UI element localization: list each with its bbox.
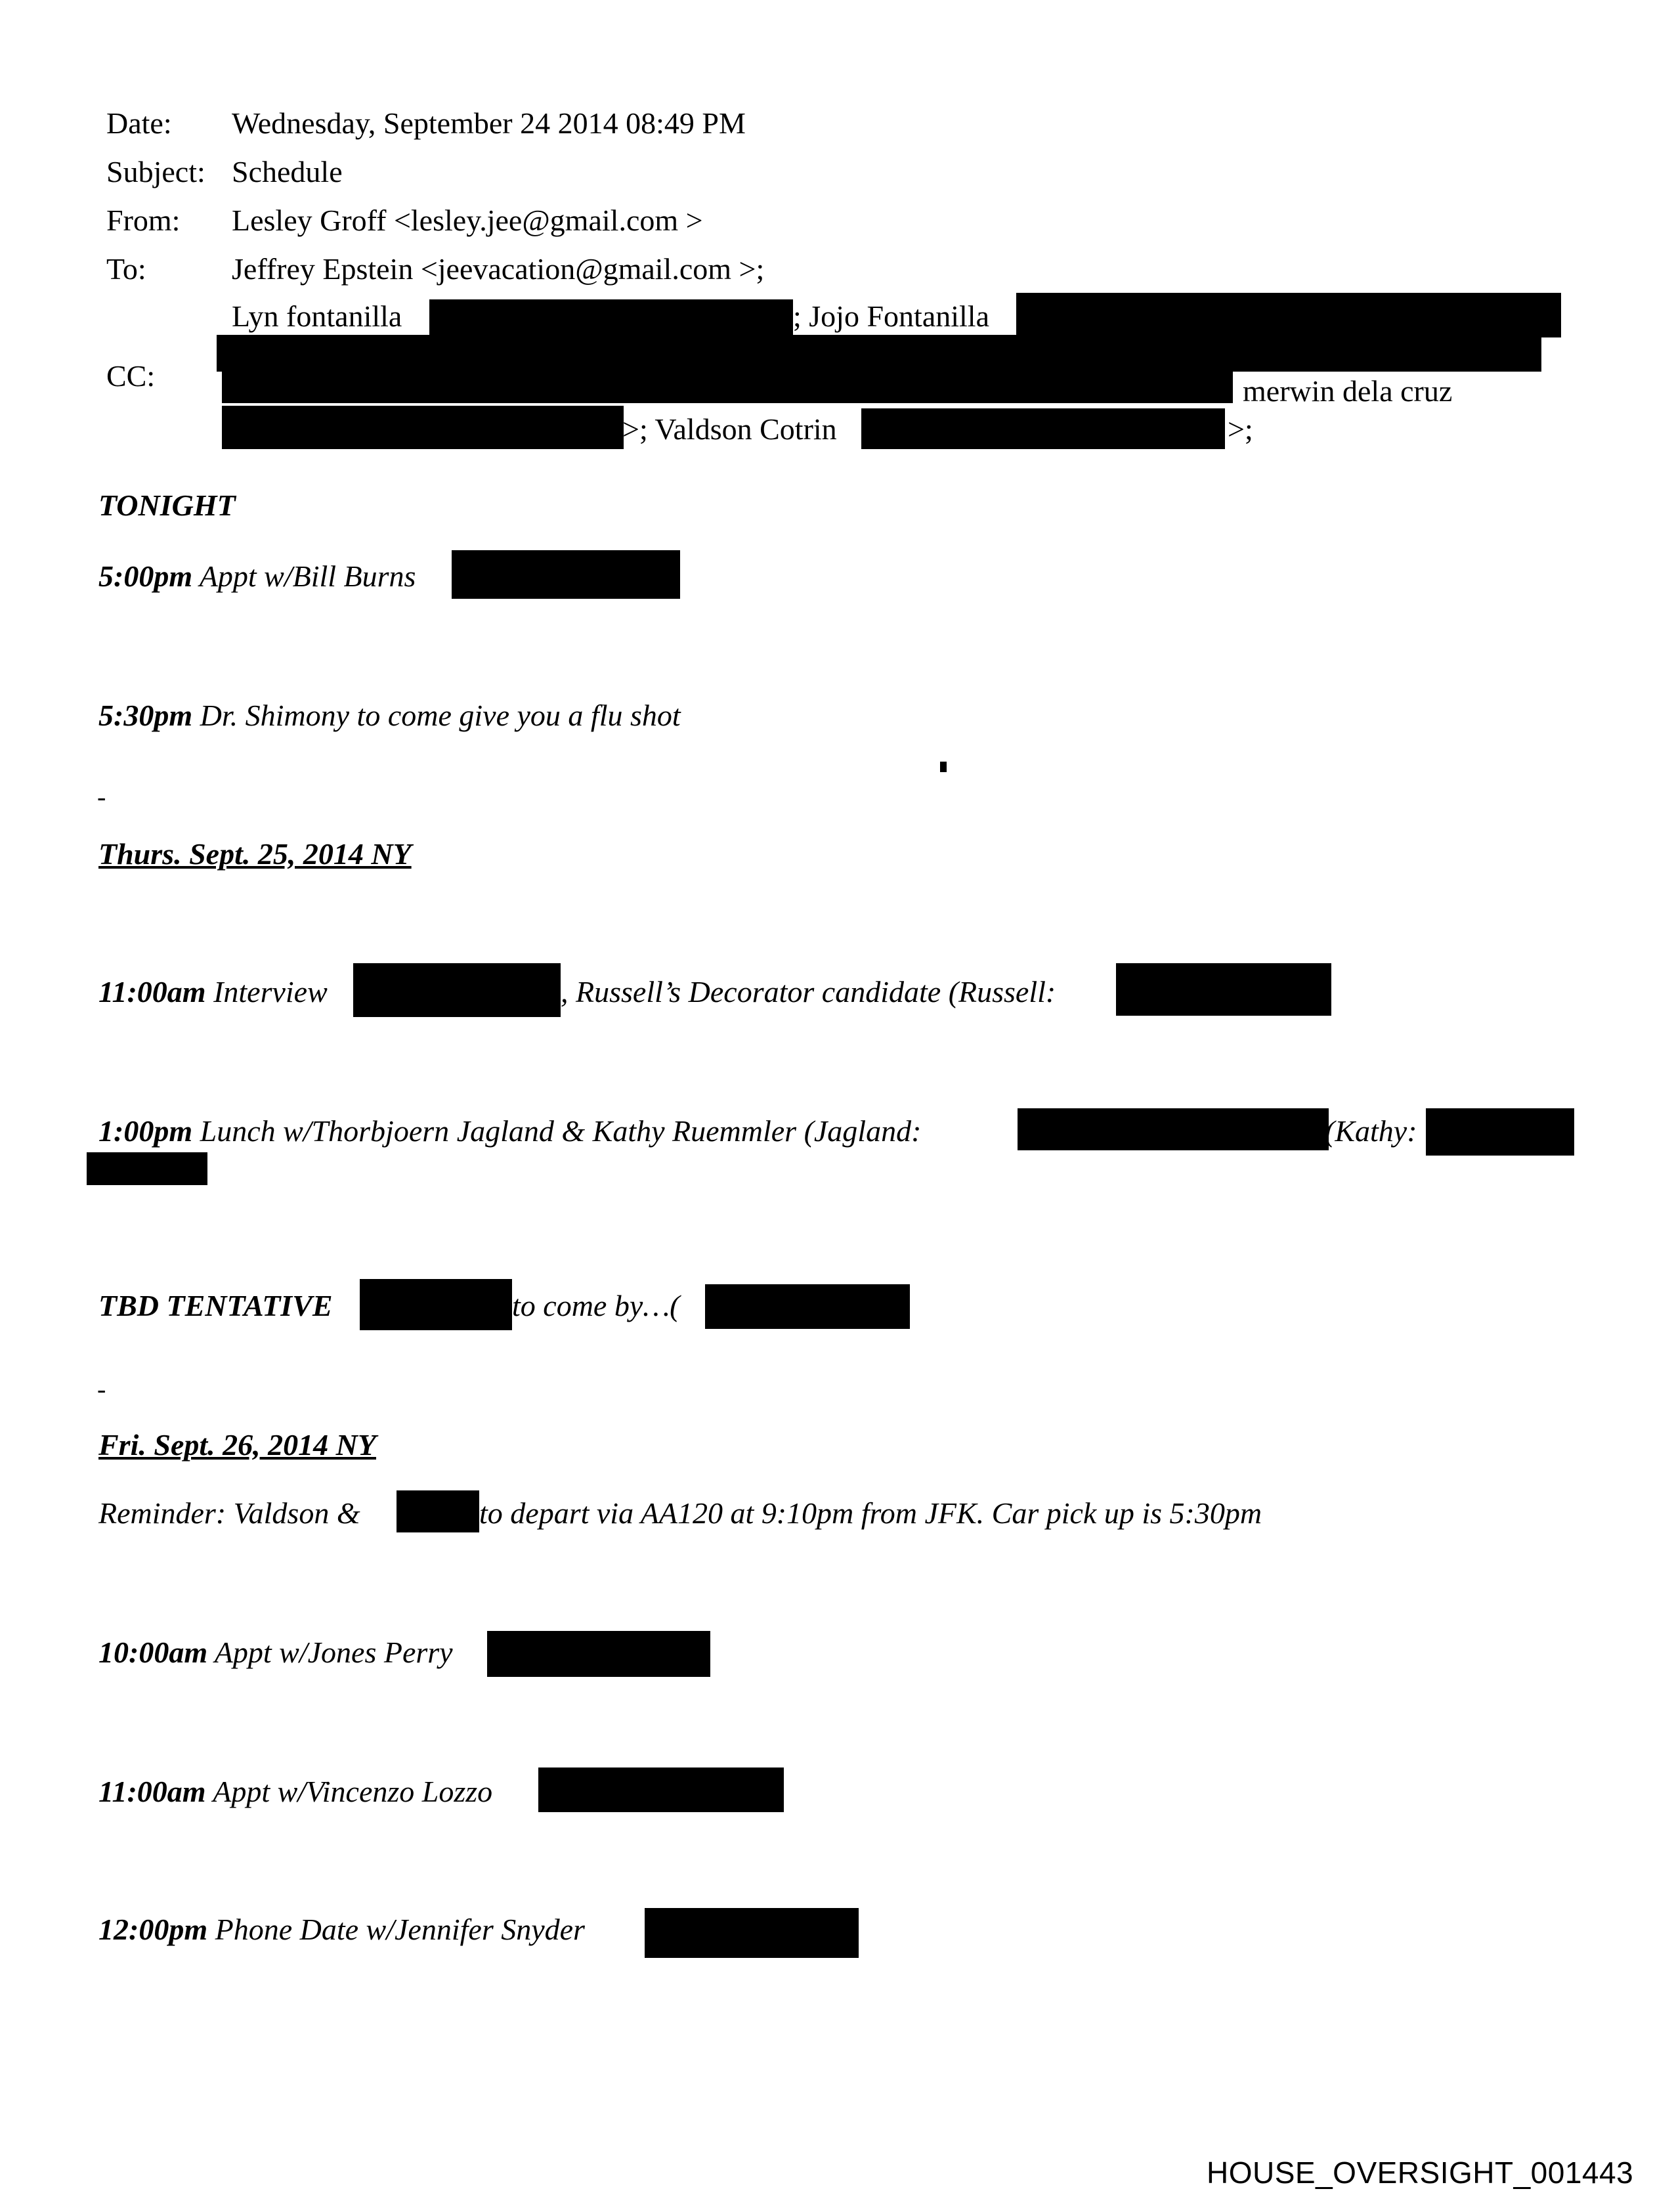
schedule-item	[98, 701, 681, 731]
schedule-item	[98, 1116, 921, 1146]
section-heading: Fri. Sept. 26, 2014 NY	[98, 1428, 376, 1462]
redaction-box	[217, 335, 1541, 372]
schedule-text: Appt w/Vincenzo Lozzo	[205, 1775, 493, 1808]
schedule-text: Appt w/Jones Perry	[207, 1636, 453, 1669]
schedule-item	[98, 1777, 492, 1807]
redaction-box	[645, 1908, 859, 1958]
schedule-text: to come by…(	[512, 1289, 680, 1322]
redaction-box	[222, 406, 624, 449]
redaction-box	[487, 1631, 710, 1677]
to-label: To:	[106, 252, 146, 286]
date-value: Wednesday, September 24 2014 08:49 PM	[232, 106, 746, 140]
section-heading: Thurs. Sept. 25, 2014 NY	[98, 837, 412, 871]
schedule-time: 10:00am	[98, 1636, 208, 1669]
cc-line1-name-a: Lyn fontanilla	[232, 299, 402, 333]
subject-label: Subject:	[106, 155, 205, 188]
redaction-box	[1016, 293, 1561, 337]
separator-dash: -	[97, 1374, 106, 1404]
redaction-box	[705, 1284, 910, 1329]
cc-line1-name-b: ; Jojo Fontanilla	[793, 299, 989, 333]
schedule-text: Phone Date w/Jennifer Snyder	[207, 1913, 585, 1946]
to-value: Jeffrey Epstein <jeevacation@gmail.com >;	[232, 252, 765, 286]
redaction-box	[538, 1767, 784, 1812]
schedule-text: (Kathy:	[1325, 1114, 1417, 1148]
schedule-item	[98, 1637, 453, 1668]
bates-number: HOUSE_OVERSIGHT_001443	[1207, 2156, 1634, 2190]
schedule-text: Dr. Shimony to come give you a flu shot	[192, 699, 681, 732]
cc-line2-name: merwin dela cruz	[1243, 374, 1453, 408]
cc-line3-name-b: >;	[1228, 412, 1253, 446]
subject-value: Schedule	[232, 155, 343, 188]
schedule-text: Interview	[205, 975, 328, 1008]
schedule-text: Lunch w/Thorbjoern Jagland & Kathy Ruemmler (Jagland:	[192, 1114, 922, 1148]
redaction-box	[397, 1490, 479, 1532]
schedule-time: 1:00pm	[98, 1114, 193, 1148]
schedule-item	[98, 1915, 585, 1945]
schedule-time: 5:30pm	[98, 699, 193, 732]
redaction-box	[222, 368, 1233, 403]
redaction-box	[1116, 963, 1331, 1016]
cc-label: CC:	[106, 359, 156, 393]
redaction-fragment	[940, 762, 947, 772]
from-value: Lesley Groff <lesley.jee@gmail.com >	[232, 204, 703, 237]
redaction-box	[1018, 1108, 1329, 1150]
cc-line3-name-a: >; Valdson Cotrin	[622, 412, 837, 446]
redaction-box	[452, 550, 680, 599]
schedule-item	[98, 561, 416, 592]
redaction-box	[1426, 1108, 1574, 1156]
schedule-text: , Russell’s Decorator candidate (Russell:	[561, 975, 1056, 1008]
schedule-time: 11:00am	[98, 1775, 206, 1808]
schedule-time: 11:00am	[98, 975, 206, 1008]
schedule-time: 5:00pm	[98, 559, 193, 593]
from-label: From:	[106, 204, 181, 237]
separator-dash: -	[97, 782, 106, 812]
redaction-box	[360, 1279, 512, 1330]
reminder-line-a: Reminder: Valdson &	[98, 1496, 360, 1530]
redaction-box	[87, 1152, 207, 1185]
schedule-item	[98, 1291, 333, 1321]
reminder-line-b: to depart via AA120 at 9:10pm from JFK. Car pick up is 5:30pm	[479, 1496, 1262, 1530]
schedule-text: Appt w/Bill Burns	[192, 559, 416, 593]
schedule-label: TBD TENTATIVE	[98, 1289, 333, 1322]
redaction-box	[429, 299, 793, 340]
schedule-item	[98, 977, 328, 1007]
section-heading: TONIGHT	[98, 488, 236, 522]
schedule-time: 12:00pm	[98, 1913, 208, 1946]
redaction-box	[353, 963, 561, 1017]
date-label: Date:	[106, 106, 172, 140]
redaction-box	[861, 408, 1225, 449]
